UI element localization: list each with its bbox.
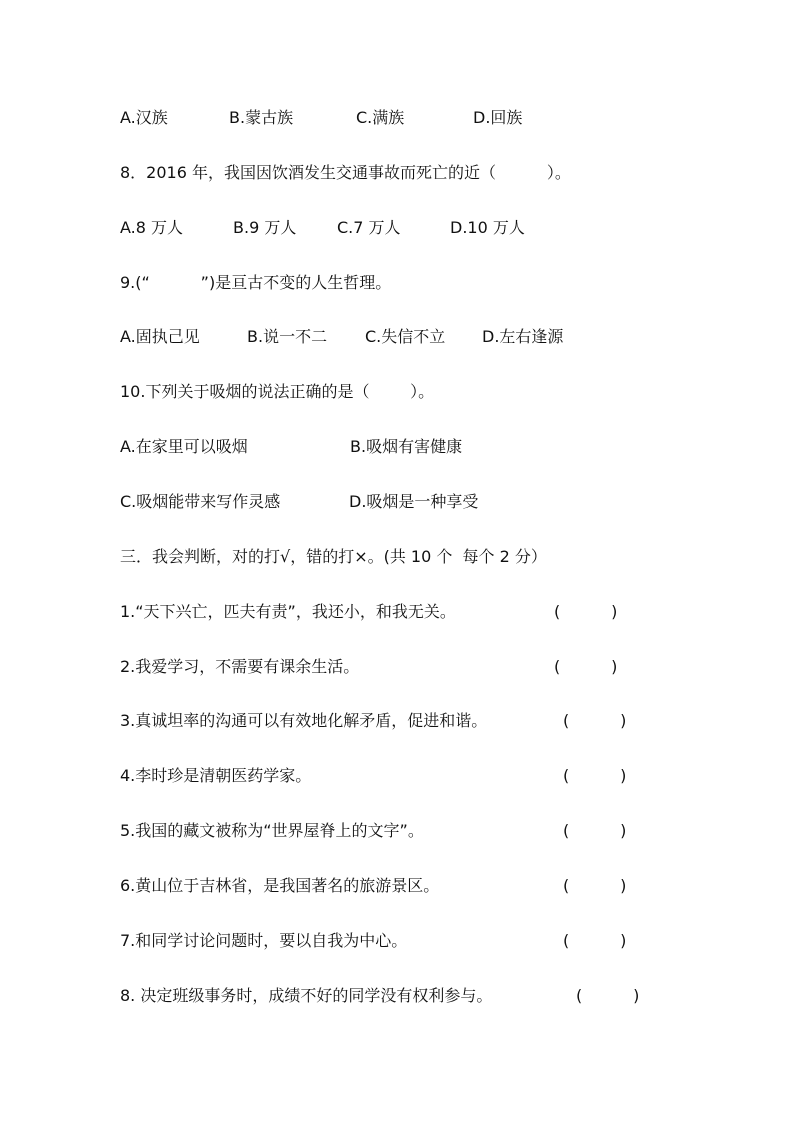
- q8-option-d: D.10 万人: [450, 218, 525, 237]
- q7-option-d: D.回族: [473, 108, 523, 127]
- q8-option-a: A.8 万人: [120, 218, 184, 237]
- q9-option-a: A.固执己见: [120, 327, 200, 346]
- q10-option-a: A.在家里可以吸烟: [120, 437, 248, 456]
- answer-blank-1: ( ): [554, 602, 618, 621]
- q9-stem: 9.(“ ”)是亘古不变的人生哲理。: [120, 273, 392, 292]
- q10-stem: 10.下列关于吸烟的说法正确的是（ ）。: [120, 382, 435, 401]
- section3-heading: 三．我会判断，对的打√，错的打×。(共 10 个 每个 2 分）: [120, 547, 547, 566]
- q8-stem: 8．2016 年，我国因饮酒发生交通事故而死亡的近（ ）。: [120, 163, 571, 182]
- answer-blank-5: ( ): [563, 821, 627, 840]
- judgment-item-5: 5.我国的藏文被称为“世界屋脊上的文字”。: [120, 821, 424, 840]
- answer-blank-3: ( ): [563, 711, 627, 730]
- q8-option-b: B.9 万人: [233, 218, 297, 237]
- answer-blank-8: ( ): [576, 986, 640, 1005]
- judgment-item-4: 4.李时珍是清朝医药学家。: [120, 766, 312, 785]
- q10-option-b: B.吸烟有害健康: [350, 437, 463, 456]
- answer-blank-7: ( ): [563, 931, 627, 950]
- q8-option-c: C.7 万人: [337, 218, 401, 237]
- q10-option-d: D.吸烟是一种享受: [349, 492, 479, 511]
- judgment-item-8: 8. 决定班级事务时，成绩不好的同学没有权利参与。: [120, 986, 493, 1005]
- judgment-item-2: 2.我爱学习，不需要有课余生活。: [120, 657, 360, 676]
- q9-option-c: C.失信不立: [365, 327, 446, 346]
- judgment-item-6: 6.黄山位于吉林省，是我国著名的旅游景区。: [120, 876, 440, 895]
- q9-option-d: D.左右逢源: [482, 327, 564, 346]
- judgment-item-1: 1.“天下兴亡，匹夫有责”，我还小，和我无关。: [120, 602, 456, 621]
- q9-option-b: B.说一不二: [247, 327, 328, 346]
- answer-blank-4: ( ): [563, 766, 627, 785]
- q7-option-b: B.蒙古族: [229, 108, 294, 127]
- judgment-item-3: 3.真诚坦率的沟通可以有效地化解矛盾，促进和谐。: [120, 711, 488, 730]
- q7-option-a: A.汉族: [120, 108, 168, 127]
- answer-blank-2: ( ): [554, 657, 618, 676]
- q7-option-c: C.满族: [356, 108, 405, 127]
- answer-blank-6: ( ): [563, 876, 627, 895]
- judgment-item-7: 7.和同学讨论问题时，要以自我为中心。: [120, 931, 408, 950]
- q10-option-c: C.吸烟能带来写作灵感: [120, 492, 281, 511]
